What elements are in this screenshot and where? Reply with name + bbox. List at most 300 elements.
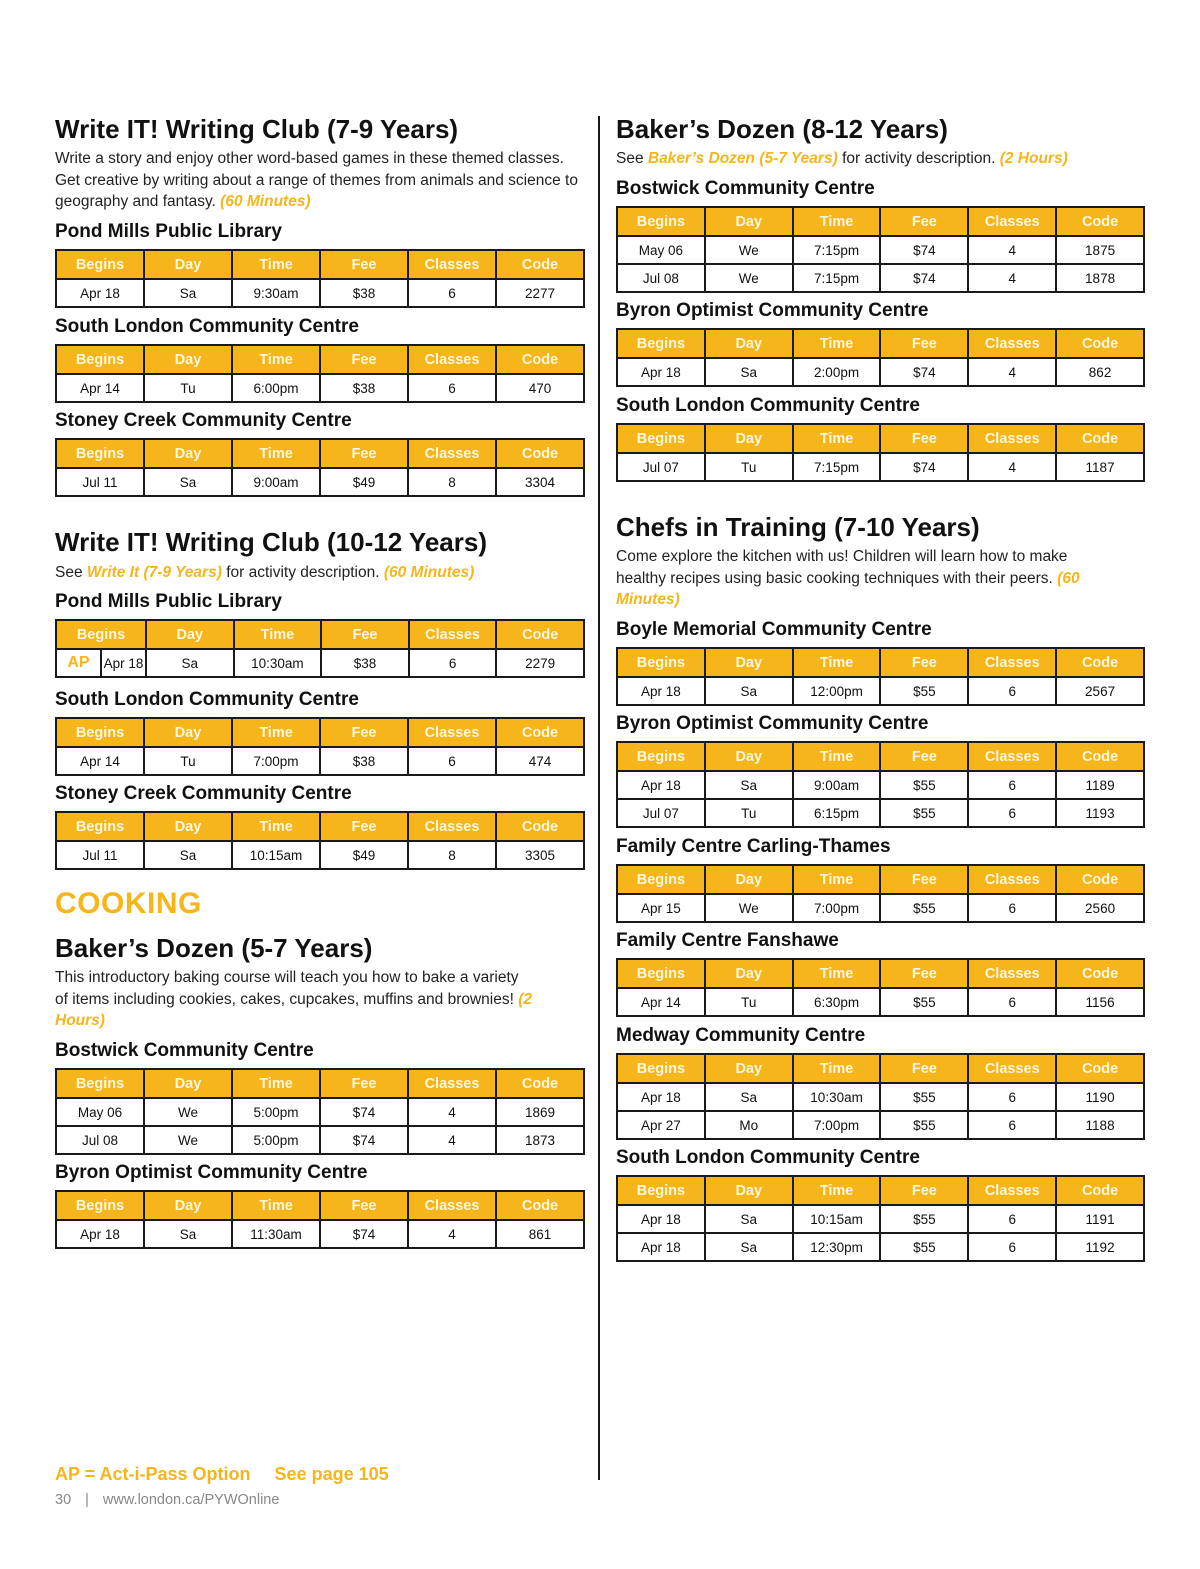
program-description: See Write It (7-9 Years) for activity description. (60 Minutes) [55,564,475,581]
table-cell: 2279 [496,649,584,677]
table-header-cell: Classes [968,959,1056,988]
table-cell: 474 [496,747,584,775]
table-cell: We [144,1098,232,1126]
table-header-cell: Time [793,648,881,677]
table-header-row [56,439,584,468]
table-cell: Tu [705,988,793,1016]
schedule-table [55,249,585,308]
table-cell: 1190 [1056,1083,1144,1111]
table-cell: Apr 27 [617,1111,705,1139]
table-cell: 6 [968,1111,1056,1139]
table-cell: 1192 [1056,1233,1144,1261]
table-header-cell: Fee [320,812,408,841]
table-row [617,1083,1144,1111]
venue-name: South London Community Centre [616,1147,920,1168]
table-row [56,468,584,496]
table-cell: Apr 18 [56,1220,144,1248]
table-header-row [617,959,1144,988]
table-header-cell: Code [496,439,584,468]
table-cell: 6:30pm [793,988,881,1016]
table-header-cell: Begins [56,620,146,649]
table-row [617,264,1144,292]
act-i-pass-badge: AP [56,649,101,677]
table-header-cell: Fee [880,865,968,894]
schedule-table [55,619,585,678]
table-cell: Apr 18 [101,649,146,677]
table-header-cell: Begins [56,439,144,468]
program-description: This introductory baking course will teach you how to bake a variety of items including cookies, cakes, cupcakes, muffins and brownies! (2 Hours) [55,969,533,1029]
program-description: See Baker’s Dozen (5-7 Years) for activity description. (2 Hours) [616,150,1068,167]
table-header-cell: Time [793,424,881,453]
table-header-cell: Fee [321,620,409,649]
table-row [617,453,1144,481]
table-cell: $55 [880,1111,968,1139]
column-divider [598,116,600,1480]
table-row [617,1111,1144,1139]
table-header-cell: Begins [56,812,144,841]
table-cell: 12:00pm [793,677,881,705]
table-cell: 8 [408,841,496,869]
table-cell: 1156 [1056,988,1144,1016]
table-cell: Sa [705,358,793,386]
schedule-table [616,1175,1145,1262]
table-header-cell: Classes [408,345,496,374]
table-header-cell: Time [232,345,320,374]
table-header-cell: Day [144,439,232,468]
table-cell: Jul 11 [56,841,144,869]
venue-name: Bostwick Community Centre [55,1040,314,1061]
table-header-cell: Classes [408,439,496,468]
table-header-cell: Code [1056,742,1144,771]
table-header-cell: Time [793,329,881,358]
act-i-pass-note [55,1464,413,1485]
table-cell: 11:30am [232,1220,320,1248]
table-header-cell: Day [144,1191,232,1220]
table-header-cell: Time [793,1176,881,1205]
table-cell: Apr 18 [617,1233,705,1261]
table-cell: We [705,894,793,922]
venue-name: South London Community Centre [55,689,359,710]
schedule-table [616,1053,1145,1140]
program-title: Baker’s Dozen (5-7 Years) [55,933,373,963]
table-cell: 6 [968,799,1056,827]
table-header-cell: Classes [408,812,496,841]
table-row [617,894,1144,922]
table-cell: Apr 14 [56,747,144,775]
header-classes: Classes [408,250,496,279]
table-header-cell: Classes [408,718,496,747]
table-header-cell: Time [793,742,881,771]
table-header-cell: Fee [880,959,968,988]
table-cell: Apr 18 [56,279,144,307]
table-cell: 6 [968,1233,1056,1261]
table-header-cell: Code [496,718,584,747]
table-cell: 4 [968,453,1056,481]
table-cell: 4 [968,358,1056,386]
table-cell: 10:15am [793,1205,881,1233]
table-header-cell: Day [146,620,234,649]
table-header-cell: Day [144,812,232,841]
table-cell: $74 [320,1126,408,1154]
table-header-cell: Fee [880,742,968,771]
table-header-cell: Classes [408,1069,496,1098]
table-cell: Sa [705,677,793,705]
schedule-table [55,811,585,870]
see-page-reference: See page 105 [274,1464,389,1484]
table-header-cell: Classes [408,1191,496,1220]
table-header-cell: Classes [968,648,1056,677]
table-cell: $55 [880,771,968,799]
table-cell: 10:30am [793,1083,881,1111]
table-cell: Jul 07 [617,453,705,481]
header-fee: Fee [320,250,408,279]
venue-name: Byron Optimist Community Centre [616,713,929,734]
table-header-cell: Fee [320,345,408,374]
table-row [56,1126,584,1154]
table-cell: We [144,1126,232,1154]
table-row [617,358,1144,386]
table-cell: Apr 18 [617,1205,705,1233]
table-cell: $38 [321,649,409,677]
table-header-row [617,424,1144,453]
table-cell: 2560 [1056,894,1144,922]
schedule-table [616,958,1145,1017]
table-cell: 4 [408,1220,496,1248]
table-header-cell: Time [793,959,881,988]
schedule-table [616,647,1145,706]
table-cell: 4 [408,1098,496,1126]
table-header-row [617,865,1144,894]
table-row [56,747,584,775]
table-cell: 470 [496,374,584,402]
table-cell: Sa [144,1220,232,1248]
table-header-cell: Day [705,207,793,236]
table-cell: Tu [144,747,232,775]
table-header-cell: Day [705,865,793,894]
table-cell: $38 [320,279,408,307]
table-cell: 7:00pm [232,747,320,775]
venue-name: Stoney Creek Community Centre [55,783,352,804]
table-header-cell: Classes [968,742,1056,771]
venue-name: Medway Community Centre [616,1025,866,1046]
table-header-row [56,1069,584,1098]
schedule-table [55,1190,585,1249]
table-cell: Sa [146,649,234,677]
program-description: Write a story and enjoy other word-based games in these themed classes. Get creative by writing about a range of themes from animals and science to geography and fantasy. (60 Minutes) [55,150,578,210]
table-header-cell: Day [705,1054,793,1083]
table-header-cell: Code [1056,329,1144,358]
table-header-cell: Fee [880,424,968,453]
table-cell: Sa [705,1233,793,1261]
schedule-table [616,741,1145,828]
table-cell: Sa [705,771,793,799]
table-cell: $38 [320,374,408,402]
schedule-table [616,864,1145,923]
table-header-cell: Code [1056,424,1144,453]
table-header-row [617,742,1144,771]
table-cell: 3304 [496,468,584,496]
table-cell: Apr 18 [617,771,705,799]
table-header-cell: Classes [409,620,497,649]
table-cell: $74 [880,453,968,481]
table-cell: Tu [705,799,793,827]
table-header-cell: Code [1056,648,1144,677]
table-cell: 6 [409,649,497,677]
table-header-cell: Code [496,345,584,374]
table-header-cell: Begins [617,207,705,236]
table-cell: Tu [705,453,793,481]
table-header-cell: Code [496,620,584,649]
table-cell: 6 [968,894,1056,922]
table-cell: 1193 [1056,799,1144,827]
table-cell: Sa [705,1205,793,1233]
table-row [56,1220,584,1248]
venue-name: Pond Mills Public Library [55,591,282,612]
table-cell: 1873 [496,1126,584,1154]
table-header-cell: Time [793,865,881,894]
venue-name: Family Centre Fanshawe [616,930,839,951]
table-header-cell: Classes [968,424,1056,453]
table-cell: 6 [968,771,1056,799]
venue-name: Boyle Memorial Community Centre [616,619,932,640]
table-cell: 7:15pm [793,236,881,264]
table-cell: $74 [880,264,968,292]
table-cell: 8 [408,468,496,496]
venue-name: Byron Optimist Community Centre [616,300,929,321]
page-footer [55,1492,279,1508]
table-header-cell: Classes [968,1176,1056,1205]
table-row [56,841,584,869]
table-header-cell: Time [232,1069,320,1098]
table-cell: Apr 14 [617,988,705,1016]
table-header-cell: Code [1056,1176,1144,1205]
table-header-cell: Fee [880,207,968,236]
table-cell: We [705,236,793,264]
table-header-cell: Day [705,959,793,988]
table-header-cell: Day [705,329,793,358]
table-header-cell: Begins [56,1191,144,1220]
act-i-pass-legend: AP = Act-i-Pass Option [55,1464,251,1484]
table-header-cell: Fee [880,329,968,358]
table-header-cell: Begins [56,718,144,747]
table-header-cell: Time [232,812,320,841]
table-cell: 6 [408,747,496,775]
table-cell: $55 [880,799,968,827]
table-header-cell: Begins [617,1054,705,1083]
table-cell: $74 [880,358,968,386]
table-cell: 7:15pm [793,264,881,292]
schedule-table [616,328,1145,387]
table-cell: 1878 [1056,264,1144,292]
table-header-cell: Code [496,1069,584,1098]
program-title: Baker’s Dozen (8-12 Years) [616,114,948,144]
table-header-cell: Time [232,439,320,468]
table-header-cell: Begins [617,1176,705,1205]
table-header-row [56,1191,584,1220]
table-cell: 12:30pm [793,1233,881,1261]
table-header-cell: Fee [880,1054,968,1083]
table-row [56,279,584,307]
table-header-row [56,718,584,747]
table-header-cell: Fee [320,439,408,468]
page-number: 30 [55,1492,72,1508]
table-cell: 3305 [496,841,584,869]
table-header-cell: Day [705,742,793,771]
table-cell: 10:15am [232,841,320,869]
header-begins: Begins [56,250,144,279]
header-day: Day [144,250,232,279]
table-cell: 7:00pm [793,894,881,922]
table-cell: Jul 11 [56,468,144,496]
table-cell: 9:00am [793,771,881,799]
table-cell: 5:00pm [232,1098,320,1126]
venue-name: South London Community Centre [616,395,920,416]
table-cell: Apr 18 [617,677,705,705]
table-cell: 6 [408,374,496,402]
program-title: Write IT! Writing Club (10-12 Years) [55,527,487,557]
table-cell: 1191 [1056,1205,1144,1233]
venue-name: Family Centre Carling-Thames [616,836,891,857]
table-cell: 862 [1056,358,1144,386]
table-cell: 1187 [1056,453,1144,481]
table-cell: $55 [880,894,968,922]
table-cell: 2567 [1056,677,1144,705]
table-row [617,799,1144,827]
table-cell: $74 [320,1220,408,1248]
table-cell: $55 [880,1205,968,1233]
table-header-row [617,648,1144,677]
table-cell: 6:00pm [232,374,320,402]
table-header-row [56,812,584,841]
table-header-cell: Code [1056,959,1144,988]
table-row [56,374,584,402]
table-cell: We [705,264,793,292]
table-cell: 1875 [1056,236,1144,264]
table-cell: 6 [968,988,1056,1016]
venue-name: Byron Optimist Community Centre [55,1162,368,1183]
table-cell: 1189 [1056,771,1144,799]
table-row [617,771,1144,799]
table-header-row [56,345,584,374]
table-header-cell: Fee [320,1191,408,1220]
table-cell: Sa [144,468,232,496]
table-header-row [56,250,584,279]
table-header-cell: Begins [617,424,705,453]
table-header-cell: Fee [320,718,408,747]
table-cell: $55 [880,1233,968,1261]
table-cell: 9:00am [232,468,320,496]
table-header-row [617,1054,1144,1083]
table-cell: 6:15pm [793,799,881,827]
table-cell: 6 [968,1083,1056,1111]
venue-name: Bostwick Community Centre [616,178,875,199]
table-cell: $49 [320,841,408,869]
table-cell: $74 [880,236,968,264]
table-header-cell: Day [705,424,793,453]
table-cell: Jul 08 [56,1126,144,1154]
table-header-cell: Classes [968,1054,1056,1083]
program-title: Chefs in Training (7-10 Years) [616,512,980,542]
table-cell: 4 [968,236,1056,264]
venue-name: Pond Mills Public Library [55,221,282,242]
table-cell: $38 [320,747,408,775]
table-row [56,649,584,677]
table-cell: 6 [408,279,496,307]
venue-name: South London Community Centre [55,316,359,337]
table-cell: May 06 [56,1098,144,1126]
schedule-table [55,717,585,776]
program-title: Write IT! Writing Club (7-9 Years) [55,114,459,144]
schedule-table [55,1068,585,1155]
table-cell: Tu [144,374,232,402]
table-header-cell: Classes [968,207,1056,236]
schedule-table [55,344,585,403]
table-cell: Jul 07 [617,799,705,827]
table-header-cell: Begins [617,959,705,988]
table-header-cell: Day [144,1069,232,1098]
venue-name: Stoney Creek Community Centre [55,410,352,431]
table-cell: Sa [705,1083,793,1111]
table-cell: Sa [144,841,232,869]
table-header-cell: Time [793,207,881,236]
table-cell: 2:00pm [793,358,881,386]
table-cell: Apr 18 [617,1083,705,1111]
table-header-cell: Classes [968,329,1056,358]
table-cell: Sa [144,279,232,307]
table-header-cell: Code [1056,1054,1144,1083]
table-cell: $55 [880,988,968,1016]
table-cell: 10:30am [234,649,322,677]
table-header-cell: Classes [968,865,1056,894]
schedule-table [55,438,585,497]
table-cell: Apr 14 [56,374,144,402]
table-header-cell: Day [144,718,232,747]
table-header-cell: Time [232,718,320,747]
table-header-cell: Code [496,1191,584,1220]
table-header-row [617,207,1144,236]
table-header-cell: Fee [880,648,968,677]
table-header-cell: Begins [617,648,705,677]
table-header-row [56,620,584,649]
table-cell: 1188 [1056,1111,1144,1139]
table-header-cell: Fee [880,1176,968,1205]
table-header-row [617,329,1144,358]
table-header-cell: Fee [320,1069,408,1098]
table-cell: 861 [496,1220,584,1248]
table-header-cell: Time [234,620,322,649]
table-header-cell: Begins [617,742,705,771]
table-cell: 4 [408,1126,496,1154]
table-row [617,1205,1144,1233]
table-header-cell: Day [705,1176,793,1205]
table-cell: 9:30am [232,279,320,307]
section-heading-cooking: COOKING [55,887,202,920]
schedule-table [616,423,1145,482]
table-row [617,988,1144,1016]
table-cell: $55 [880,677,968,705]
table-cell: 7:15pm [793,453,881,481]
website-link[interactable]: www.london.ca/PYWOnline [102,1492,280,1508]
table-cell: 5:00pm [232,1126,320,1154]
table-cell: 1869 [496,1098,584,1126]
table-cell: $74 [320,1098,408,1126]
table-cell: Jul 08 [617,264,705,292]
table-cell: 7:00pm [793,1111,881,1139]
footer-separator: | [85,1492,89,1508]
table-header-cell: Code [1056,865,1144,894]
program-description: Come explore the kitchen with us! Children will learn how to make healthy recipes using basic cooking techniques with their peers. (60 Minutes) [616,548,1080,608]
table-cell: 6 [968,1205,1056,1233]
